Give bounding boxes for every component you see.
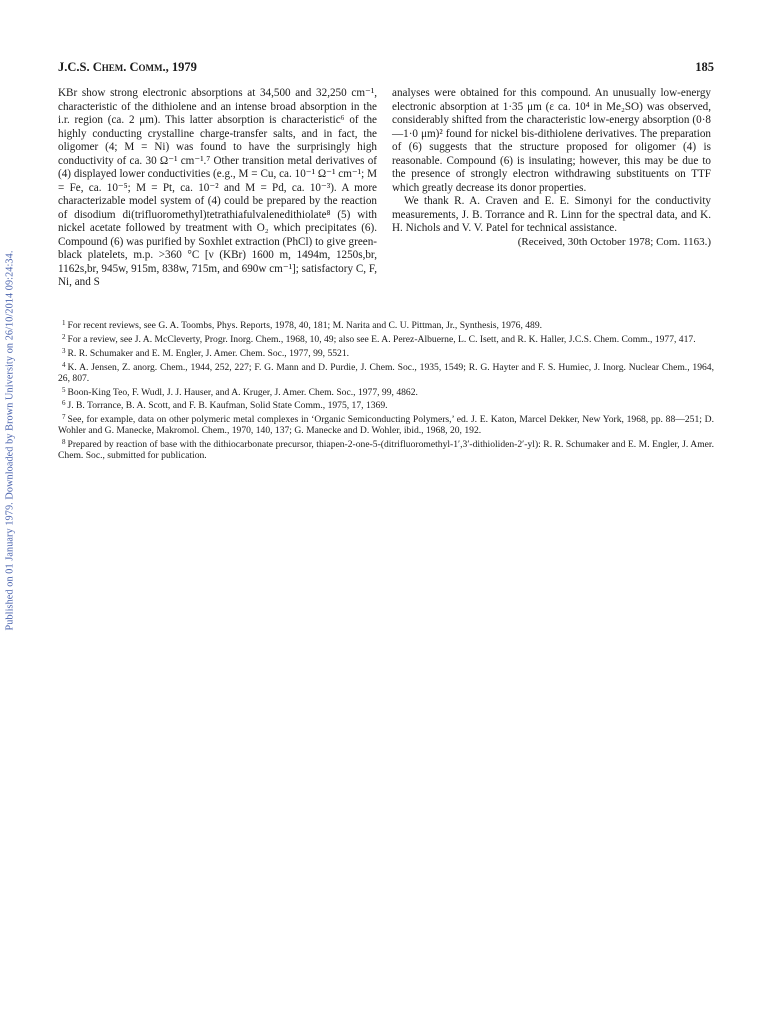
reference-list <box>58 318 714 462</box>
reference-text: See, for example, data on other polymeric metal complexes in ‘Organic Semiconducting Polymers,’ ed. J. E. Katon, Marcel Dekker, New York, 1968, pp. 88—251; D. Wohler and G. Manecke, Makromol. Chem., 1970, 140, 137; G. Manecke and D. Wohler, ibid., 1968, 20, 192. <box>58 414 714 437</box>
reference-number: 1 <box>62 319 66 327</box>
reference-item <box>58 412 714 437</box>
reference-number: 2 <box>62 332 66 341</box>
journal-citation: J.C.S. Chem. Comm., 1979 <box>58 60 197 74</box>
reference-text: R. R. Schumaker and E. M. Engler, J. Amer. Chem. Soc., 1977, 99, 5521. <box>67 347 350 359</box>
reference-item <box>58 332 714 346</box>
body-paragraph: KBr show strong electronic absorptions at 34,500 and 32,250 cm⁻¹, characteristic of the dithiolene and an intense broad absorption in the i.r. region (ca. 2 μm). This latter absorption is characteristic⁶ of the highly conducting crystalline charge-transfer salts, and in fact, the oligomer (4; M = Ni) was found to have the surprisingly high conductivity of ca. 30 Ω⁻¹ cm⁻¹.⁷ Other transition metal derivatives of (4) displayed lower conductivities (e.g., M = Cu, ca. 10⁻¹ Ω⁻¹ cm⁻¹; M = Fe, ca. 10⁻⁵; M = Pt, ca. 10⁻² and M = Pd, ca. 10⁻³). A more characterizable model system of (4) could be prepared by the reaction of disodium di(trifluoromethyl)tetrathiafulvalenedithiolate⁸ (5) with nickel acetate followed by treatment with O₂ which precipitates (6). Compound (6) was purified by Soxhlet extraction (PhCl) to give green-black platelets, m.p. >360 °C [ν (KBr) 1600 m, 1494m, 1250s,br, 1162s,br, 945w, 915m, 838w, 715m, and 690w cm⁻¹]; satisfactory C, F, Ni, and S <box>58 87 377 288</box>
reference-number: 3 <box>62 346 66 355</box>
reference-number: 6 <box>62 399 66 408</box>
left-column <box>58 87 377 290</box>
reference-number: 8 <box>62 438 66 447</box>
reference-text: Boon-King Teo, F. Wudl, J. J. Hauser, and A. Kruger, J. Amer. Chem. Soc., 1977, 99, 4862. <box>67 386 418 398</box>
page-number: 185 <box>695 60 714 74</box>
reference-text: For recent reviews, see G. A. Toombs, Phys. Reports, 1978, 40, 181; M. Narita and C. U. Pittman, Jr., Synthesis, 1976, 489. <box>67 320 543 331</box>
reference-item <box>58 385 714 399</box>
reference-item <box>58 437 714 462</box>
download-watermark <box>2 240 18 640</box>
reference-number: 4 <box>62 360 66 369</box>
body-paragraph: analyses were obtained for this compound. An unusually low-energy electronic absorption at 1·35 μm (ε ca. 10⁴ in Me₂SO) was observed, considerably shifted from the characteristic low-energy absorption (0·8—1·0 μm)² found for nickel bis-dithiolene derivatives. The preparation of (6) suggests that the structure proposed for oligomer (4) is reasonable. Compound (6) is insulating; however, this may be due to the presence of strongly electron withdrawing substituents on TTF which greatly decrease its donor properties. <box>392 87 711 194</box>
right-column <box>392 87 711 249</box>
acknowledgement-paragraph: We thank R. A. Craven and E. E. Simonyi for the conductivity measurements, J. B. Torrance and R. Linn for the spectral data, and K. H. Nichols and V. V. Patel for technical assistance. <box>392 195 711 234</box>
reference-text: For a review, see J. A. McCleverty, Progr. Inorg. Chem., 1968, 10, 49; also see E. A. Perez-Albuerne, L. C. Isett, and R. K. Haller, J.C.S. Chem. Comm., 1977, 417. <box>67 333 696 345</box>
reference-item <box>58 346 714 360</box>
download-watermark-text: Published on 01 January 1979. Downloaded by Brown University on 26/10/2014 09:24:34. <box>4 250 16 630</box>
running-header <box>58 60 714 78</box>
received-date: (Received, 30th October 1978; Com. 1163.) <box>517 235 711 248</box>
reference-text: J. B. Torrance, B. A. Scott, and F. B. Kaufman, Solid State Comm., 1975, 17, 1369. <box>67 400 388 412</box>
reference-text: Prepared by reaction of base with the dithiocarbonate precursor, thiapen-2-one-5-(ditrifluoromethyl-1′,3′-dithioliden-2′-yl): R. R. Schumaker and E. M. Engler, J. Amer. Chem. Soc., submitted for publication. <box>58 439 714 462</box>
reference-item <box>58 360 714 385</box>
reference-number: 7 <box>62 413 66 422</box>
reference-number: 5 <box>62 385 66 394</box>
reference-item <box>58 398 714 412</box>
reference-text: K. A. Jensen, Z. anorg. Chem., 1944, 252, 227; F. G. Mann and D. Purdie, J. Chem. Soc., 1935, 1549; R. G. Hayter and F. S. Humiec, J. Inorg. Nuclear Chem., 1964, 26, 807. <box>58 361 714 384</box>
reference-item <box>58 318 714 332</box>
